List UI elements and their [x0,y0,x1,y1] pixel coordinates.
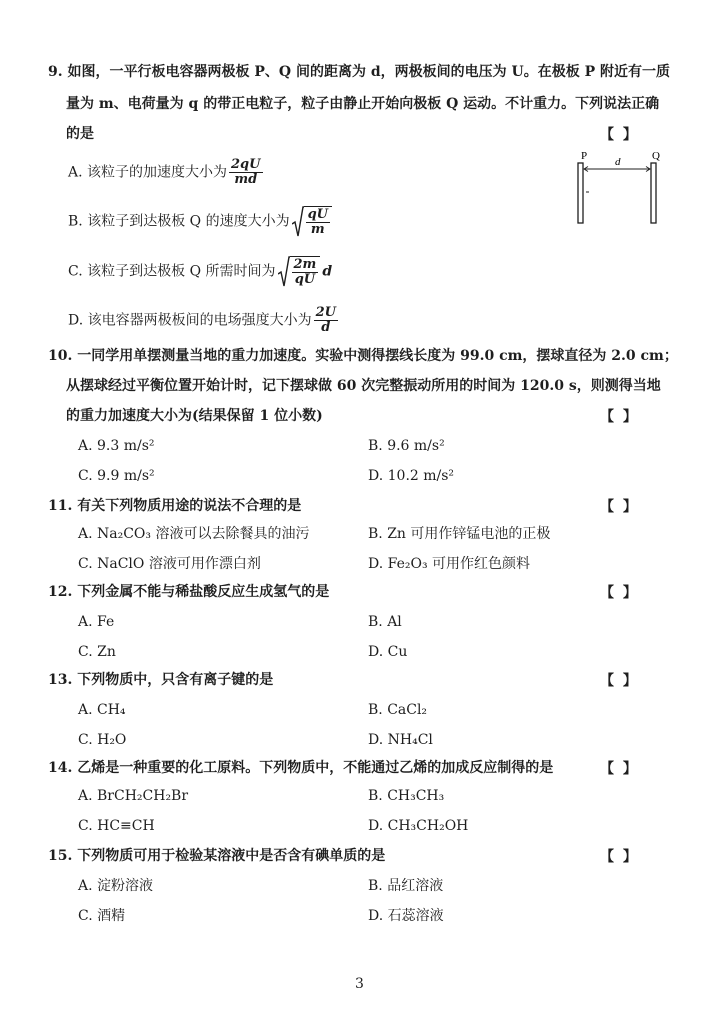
q10-stem-line-1: 10. 一同学用单摆测量当地的重力加速度。实验中测得摆线长度为 99.0 cm，摆球直径为 2.0 cm； [48,348,678,364]
page-number: 3 [355,976,364,992]
q12-option-a: A. Fe [78,614,115,630]
q9-option-b-sqrt [292,206,332,237]
q9-option-a-denominator: md [234,172,258,187]
q9-option-d-denominator: d [321,320,331,335]
radical-icon [292,206,304,238]
distance-label: d [615,156,621,168]
q11-option-d: D. Fe₂O₃ 可用作红色颜料 [368,556,531,572]
q9-option-c-fraction [292,258,319,287]
q13-option-d: D. NH₄Cl [368,732,433,748]
q10-stem-line-3: 的重力加速度大小为(结果保留 1 位小数) [66,408,323,424]
q9-option-d-fraction [314,306,338,335]
plate-q [651,163,656,223]
q9-stem-line-2: 量为 m、电荷量为 q 的带正电粒子，粒子由静止开始向极板 Q 运动。不计重力。下列说法正确 [66,96,660,112]
q12-answer-bracket: 【 】 [600,585,639,601]
q9-option-c-text: C. 该粒子到达极板 Q 所需时间为 [68,263,276,280]
plate-q-label: Q [652,150,660,162]
q9-option-b-denominator: m [310,222,325,237]
q9-option-d-text: D. 该电容器两极板间的电场强度大小为 [68,312,312,329]
q9-option-b-numerator: qU [307,207,329,222]
q9-option-c-denominator: qU [294,272,316,287]
capacitor-figure [572,148,672,228]
q14-stem: 14. 乙烯是一种重要的化工原料。下列物质中，不能通过乙烯的加成反应制得的是 [48,760,554,776]
q9-option-b [68,206,334,237]
q9-option-d-numerator: 2U [315,305,337,320]
q9-option-b-fraction [306,208,330,237]
q11-stem: 11. 有关下列物质用途的说法不合理的是 [48,498,302,514]
q9-option-c-numerator: 2m [293,257,317,272]
q12-option-d: D. Cu [368,644,408,660]
q9-option-a-text: A. 该粒子的加速度大小为 [68,164,228,181]
q12-stem: 12. 下列金属不能与稀盐酸反应生成氢气的是 [48,584,330,600]
q9-answer-bracket: 【 】 [600,127,639,143]
q9-option-a-fraction [229,158,262,187]
q13-option-b: B. CaCl₂ [368,702,428,718]
q15-option-d: D. 石蕊溶液 [368,908,444,924]
q14-answer-bracket: 【 】 [600,761,639,777]
q9-option-a-numerator: 2qU [231,157,261,172]
q13-answer-bracket: 【 】 [600,673,639,689]
radical-icon [278,256,290,288]
q9-option-a [68,158,265,187]
q14-option-c: C. HC≡CH [78,818,155,834]
q12-option-b: B. Al [368,614,402,630]
q12-option-c: C. Zn [78,644,116,660]
q10-option-d: D. 10.2 m/s² [368,468,455,484]
q11-answer-bracket: 【 】 [600,499,639,515]
q9-option-d [68,306,340,335]
q13-option-c: C. H₂O [78,732,127,748]
q11-option-b: B. Zn 可用作锌锰电池的正极 [368,526,551,542]
q9-option-c [68,256,332,287]
q10-option-a: A. 9.3 m/s² [78,438,155,454]
q13-stem: 13. 下列物质中，只含有离子键的是 [48,672,274,688]
q10-stem-line-2: 从摆球经过平衡位置开始计时，记下摆球做 60 次完整振动所用的时间为 120.0 s，则测得当地 [66,378,661,394]
q14-option-b: B. CH₃CH₃ [368,788,445,804]
plate-p [578,163,583,223]
q10-answer-bracket: 【 】 [600,409,639,425]
q15-option-a: A. 淀粉溶液 [78,878,154,894]
q9-option-c-suffix: d [322,263,333,280]
q11-option-a: A. Na₂CO₃ 溶液可以去除餐具的油污 [78,526,310,542]
q14-option-a: A. BrCH₂CH₂Br [78,788,189,804]
q15-stem: 15. 下列物质可用于检验某溶液中是否含有碘单质的是 [48,848,386,864]
q15-option-c: C. 酒精 [78,908,126,924]
plate-p-label: P [581,150,588,162]
q9-stem-line-1: 9. 如图，一平行板电容器两极板 P、Q 间的距离为 d，两极板间的电压为 U。在极板 P 附近有一质 [48,64,670,80]
q15-option-b: B. 品红溶液 [368,878,444,894]
q13-option-a: A. CH₄ [78,702,126,718]
q9-option-b-text: B. 该粒子到达极板 Q 的速度大小为 [68,213,290,230]
q10-option-c: C. 9.9 m/s² [78,468,155,484]
q15-answer-bracket: 【 】 [600,849,639,865]
q9-option-c-sqrt [278,256,321,287]
q10-option-b: B. 9.6 m/s² [368,438,445,454]
q11-option-c: C. NaClO 溶液可用作漂白剂 [78,556,261,572]
q9-stem-line-3: 的是 [66,126,94,142]
q14-option-d: D. CH₃CH₂OH [368,818,469,834]
